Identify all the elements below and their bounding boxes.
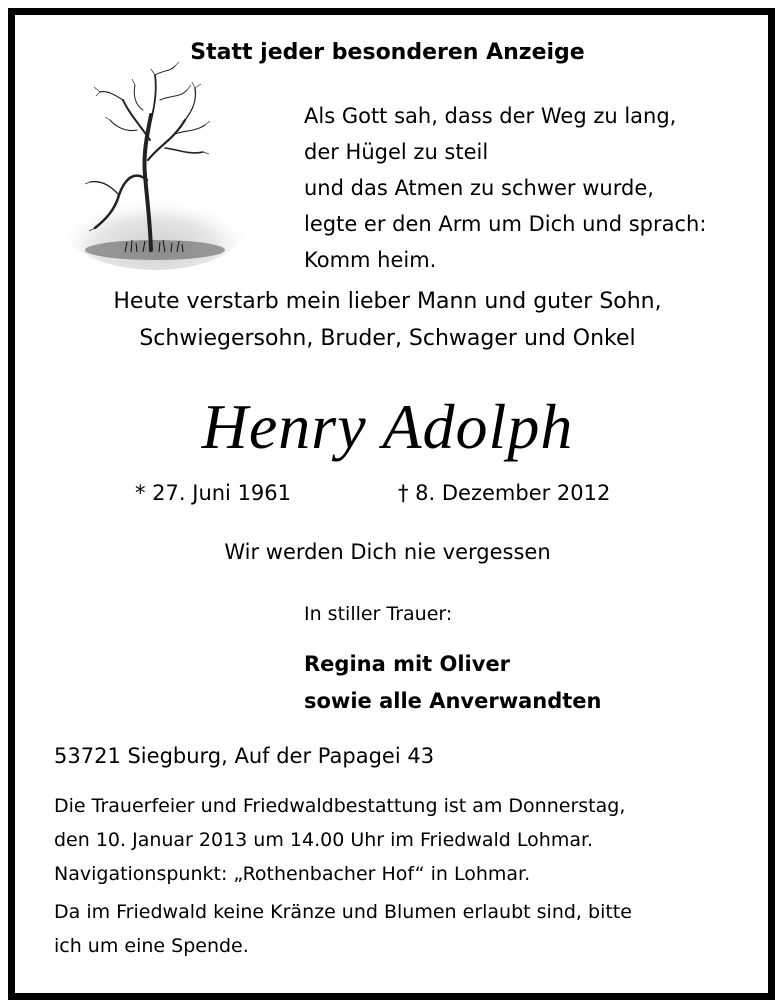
- funeral-info: [54, 789, 625, 891]
- birth-date: * 27. Juni 1961: [135, 481, 292, 505]
- poem-line: und das Atmen zu schwer wurde,: [304, 176, 654, 200]
- death-date: † 8. Dezember 2012: [398, 481, 611, 505]
- mourners: [304, 646, 601, 720]
- intro-line: Heute verstarb mein lieber Mann und guter Sohn,: [113, 289, 662, 314]
- deceased-name: Henry Adolph: [201, 391, 574, 462]
- funeral-info-line: Navigationspunkt: „Rothenbacher Hof“ in Lohmar.: [54, 863, 531, 885]
- mourner-line: Regina mit Oliver: [304, 652, 511, 676]
- header-notice: Statt jeder besonderen Anzeige: [190, 40, 585, 65]
- funeral-info-line: Die Trauerfeier und Friedwaldbestattung ist am Donnerstag,: [54, 795, 626, 817]
- mourning-label: In stiller Trauer:: [304, 603, 453, 625]
- donation-note: [54, 895, 632, 963]
- poem-line: der Hügel zu steil: [304, 140, 489, 164]
- intro-text: [0, 283, 775, 357]
- address: 53721 Siegburg, Auf der Papagei 43: [54, 744, 435, 768]
- poem-line: Komm heim.: [304, 248, 437, 272]
- mourner-line: sowie alle Anverwandten: [304, 689, 602, 713]
- poem-line: legte er den Arm um Dich und sprach:: [304, 212, 707, 236]
- poem-line: Als Gott sah, dass der Weg zu lang,: [304, 104, 677, 128]
- funeral-info-line: den 10. Januar 2013 um 14.00 Uhr im Friedwald Lohmar.: [54, 829, 594, 851]
- bare-tree-icon: [55, 60, 245, 275]
- donation-line: Da im Friedwald keine Kränze und Blumen erlaubt sind, bitte: [54, 901, 632, 923]
- poem: [304, 98, 706, 278]
- remembrance-line: Wir werden Dich nie vergessen: [224, 540, 551, 564]
- donation-line: ich um eine Spende.: [54, 935, 249, 957]
- intro-line: Schwiegersohn, Bruder, Schwager und Onkel: [139, 326, 636, 351]
